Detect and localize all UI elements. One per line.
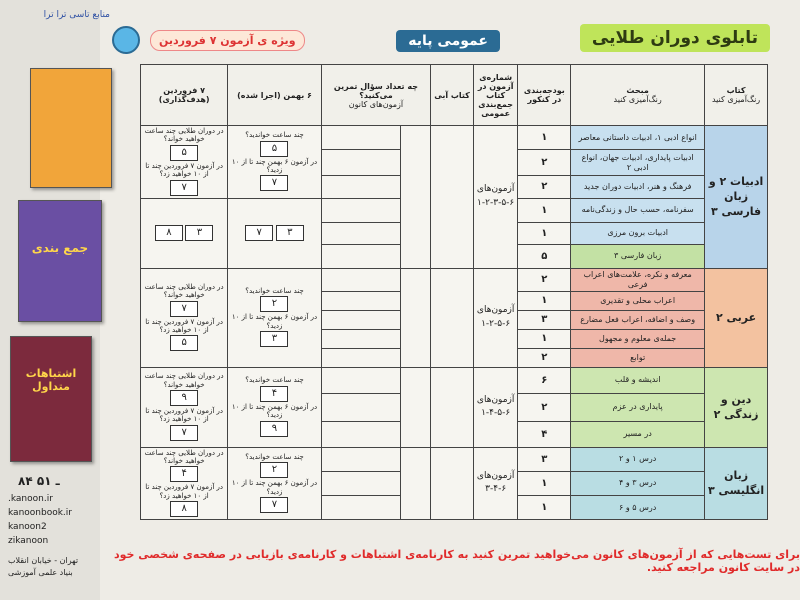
- side-phone: ۸۴ ۵۱ ـ: [18, 474, 60, 488]
- budget-cell: ۱: [518, 198, 571, 222]
- feb-hours-box[interactable]: ۳: [276, 225, 304, 241]
- handwriting-cell: [321, 150, 400, 176]
- handwriting-cell: [321, 291, 400, 310]
- book-cover-1: [30, 68, 112, 188]
- topic-cell: ادبیات برون مرزی: [571, 222, 705, 244]
- budget-cell: ۶: [518, 367, 571, 393]
- feb-cell: چند ساعت خواندید؟ ۵ در آزمون ۶ بهمن چند تا از ۱۰ زدید؟ ۷: [228, 126, 321, 199]
- side-address: تهران - خیابان انقلاب: [8, 556, 79, 565]
- feb-hours-box[interactable]: ۵: [260, 141, 288, 157]
- mar-hours-box[interactable]: ۳: [185, 225, 213, 241]
- budget-cell: ۱: [518, 222, 571, 244]
- side-top-text: منابع تاسی ترا ترا: [43, 10, 110, 20]
- feb-cell: [228, 198, 321, 268]
- budget-cell: ۵: [518, 244, 571, 268]
- budget-cell: ۳: [518, 310, 571, 329]
- feb-cell: چند ساعت خواندید؟ ۴ در آزمون ۶ بهمن چند تا از ۱۰ زدید؟ ۹: [228, 367, 321, 447]
- mar-hours-box[interactable]: ۹: [170, 390, 198, 406]
- topic-cell: درس ۱ و ۲: [571, 447, 705, 471]
- exam-num-cell: آزمون‌های ۶-۵-۳-۲-۱: [473, 126, 518, 269]
- count-cell: [400, 268, 430, 367]
- topic-cell: زبان فارسی ۳: [571, 244, 705, 268]
- handwriting-cell: [321, 198, 400, 222]
- banner-title: تابلوی دوران طلایی: [580, 24, 770, 52]
- handwriting-cell: [321, 244, 400, 268]
- exam-num-cell: آزمون‌های ۶-۴-۳: [473, 447, 518, 520]
- feb-score-box[interactable]: ۹: [260, 421, 288, 437]
- fishbowl-icon: [112, 26, 140, 54]
- count-cell: [400, 447, 430, 520]
- feb-score-box[interactable]: ۷: [260, 175, 288, 191]
- header-exam-num: شماره‌ی آزمون در کتاب جمع‌بندی عمومی: [473, 65, 518, 126]
- handwriting-cell: [321, 348, 400, 367]
- feb-hours-box[interactable]: ۴: [260, 386, 288, 402]
- handwriting-cell: [321, 310, 400, 329]
- book2-cell: [431, 367, 474, 447]
- side-site-1: .kanoon.ir: [8, 494, 53, 504]
- header-book: کتاب رنگ‌آمیزی کنید: [705, 65, 768, 126]
- feb-score-box[interactable]: ۷: [245, 225, 273, 241]
- header-feb: ۶ بهمن (اجرا شده): [228, 65, 321, 126]
- header-budget: بودجه‌بندی در کنکور: [518, 65, 571, 126]
- mar-score-box[interactable]: ۸: [155, 225, 183, 241]
- exam-num-cell: آزمون‌های ۶-۵-۴-۱: [473, 367, 518, 447]
- topic-cell: فرهنگ و هنر، ادبیات دوران جدید: [571, 176, 705, 198]
- golden-period-table: [140, 64, 768, 520]
- budget-cell: ۲: [518, 176, 571, 198]
- banner-subtitle: عمومی پایه: [396, 30, 500, 52]
- handwriting-cell: [321, 268, 400, 291]
- feb-hours-box[interactable]: ۲: [260, 462, 288, 478]
- footer-note: برای تست‌هایی که از آزمون‌های کانون می‌خواهید تمرین کنید به کارنامه‌ی اشتباهات و کارنامه‌ی بازیابی در صفحه‌ی شخصی خود در سایت کانون مراجعه کنید.: [113, 548, 800, 574]
- topic-cell: درس ۵ و ۶: [571, 495, 705, 519]
- side-site-4: zikanoon: [8, 536, 49, 546]
- subject-cell: ادبیات ۲ و زبان فارسی ۳: [705, 126, 768, 269]
- book2-label: جمع بندی: [31, 241, 89, 255]
- book2-cell: [431, 447, 474, 520]
- handwriting-cell: [321, 126, 400, 150]
- topic-cell: وصف و اضافه، اعراب فعل مضارع: [571, 310, 705, 329]
- mar-score-box[interactable]: ۷: [170, 180, 198, 196]
- handwriting-cell: [321, 421, 400, 447]
- exam-num-cell: آزمون‌های ۶-۵-۲-۱: [473, 268, 518, 367]
- subject-cell: دین و زندگی ۲: [705, 367, 768, 447]
- topic-cell: جمله‌ی معلوم و مجهول: [571, 329, 705, 348]
- mar-cell: [141, 198, 228, 268]
- mar-score-box[interactable]: ۸: [170, 501, 198, 517]
- mar-cell: در دوران طلایی چند ساعت خواهید خواند؟ ۷ در آزمون ۷ فروردین چند تا از ۱۰ خواهید زد؟ ۵: [141, 268, 228, 367]
- budget-cell: ۱: [518, 495, 571, 519]
- handwriting-cell: [321, 176, 400, 198]
- feb-score-box[interactable]: ۷: [260, 497, 288, 513]
- header-book2: کتاب آبی: [431, 65, 474, 126]
- budget-cell: ۱: [518, 471, 571, 495]
- book-cover-2: [18, 200, 102, 322]
- side-org: بنیاد علمی آموزشی: [8, 568, 73, 577]
- budget-cell: ۲: [518, 150, 571, 176]
- book3-label: اشتباهات متداول: [25, 367, 77, 393]
- header-mar: ۷ فروردین (هدف‌گذاری): [141, 65, 228, 126]
- handwriting-cell: [321, 495, 400, 519]
- topic-cell: انواع ادبی ۱، ادبیات داستانی معاصر: [571, 126, 705, 150]
- handwriting-cell: [321, 329, 400, 348]
- feb-cell: چند ساعت خواندید؟ ۲ در آزمون ۶ بهمن چند تا از ۱۰ زدید؟ ۳: [228, 268, 321, 367]
- budget-cell: ۱: [518, 126, 571, 150]
- topic-cell: پایداری در عزم: [571, 393, 705, 421]
- mar-cell: در دوران طلایی چند ساعت خواهید خواند؟ ۹ در آزمون ۷ فروردین چند تا از ۱۰ خواهید زد؟ ۷: [141, 367, 228, 447]
- topic-cell: در مسیر: [571, 421, 705, 447]
- budget-cell: ۱: [518, 291, 571, 310]
- budget-cell: ۱: [518, 329, 571, 348]
- count-cell: [400, 126, 430, 269]
- feb-score-box[interactable]: ۳: [260, 331, 288, 347]
- handwriting-cell: [321, 447, 400, 471]
- mar-cell: در دوران طلایی چند ساعت خواهید خواند؟ ۵ در آزمون ۷ فروردین چند تا از ۱۰ خواهید زد؟ ۷: [141, 126, 228, 199]
- header-topic: مبحث رنگ‌آمیزی کنید: [571, 65, 705, 126]
- handwriting-cell: [321, 393, 400, 421]
- subject-cell: عربی ۲: [705, 268, 768, 367]
- topic-cell: اندیشه و قلب: [571, 367, 705, 393]
- mar-hours-box[interactable]: ۷: [170, 301, 198, 317]
- handwriting-cell: [321, 471, 400, 495]
- book-cover-3: [10, 336, 92, 462]
- feb-cell: چند ساعت خواندید؟ ۲ در آزمون ۶ بهمن چند تا از ۱۰ زدید؟ ۷: [228, 447, 321, 520]
- topic-cell: سفرنامه، حسب حال و زندگی‌نامه: [571, 198, 705, 222]
- topic-cell: معرفه و نکره، علامت‌های اعراب فرعی: [571, 268, 705, 291]
- count-cell: [400, 367, 430, 447]
- mar-hours-box[interactable]: ۵: [170, 145, 198, 161]
- mar-score-box[interactable]: ۷: [170, 425, 198, 441]
- book2-cell: [431, 268, 474, 367]
- mar-score-box[interactable]: ۵: [170, 335, 198, 351]
- topic-cell: درس ۳ و ۴: [571, 471, 705, 495]
- budget-cell: ۲: [518, 348, 571, 367]
- topic-cell: ادبیات پایداری، ادبیات جهان، انواع ادبی ۲: [571, 150, 705, 176]
- mar-hours-box[interactable]: ۴: [170, 466, 198, 482]
- handwriting-cell: [321, 222, 400, 244]
- topic-cell: توابع: [571, 348, 705, 367]
- handwriting-cell: [321, 367, 400, 393]
- mar-cell: در دوران طلایی چند ساعت خواهید خواند؟ ۴ در آزمون ۷ فروردین چند تا از ۱۰ خواهید زد؟ ۸: [141, 447, 228, 520]
- budget-cell: ۴: [518, 421, 571, 447]
- header-count: چه تعداد سؤال تمرین می‌کنید؟ آزمون‌های کانون: [321, 65, 431, 126]
- side-site-3: kanoon2: [8, 522, 47, 532]
- subject-cell: زبان انگلیسی ۳: [705, 447, 768, 520]
- topic-cell: اعراب محلی و تقدیری: [571, 291, 705, 310]
- side-site-2: kanoonbook.ir: [8, 508, 72, 518]
- feb-hours-box[interactable]: ۲: [260, 296, 288, 312]
- banner-tag: ویژه ی آزمون ۷ فروردین: [150, 30, 305, 51]
- budget-cell: ۲: [518, 268, 571, 291]
- header-row: [141, 65, 768, 126]
- budget-cell: ۳: [518, 447, 571, 471]
- book2-cell: [431, 126, 474, 269]
- budget-cell: ۲: [518, 393, 571, 421]
